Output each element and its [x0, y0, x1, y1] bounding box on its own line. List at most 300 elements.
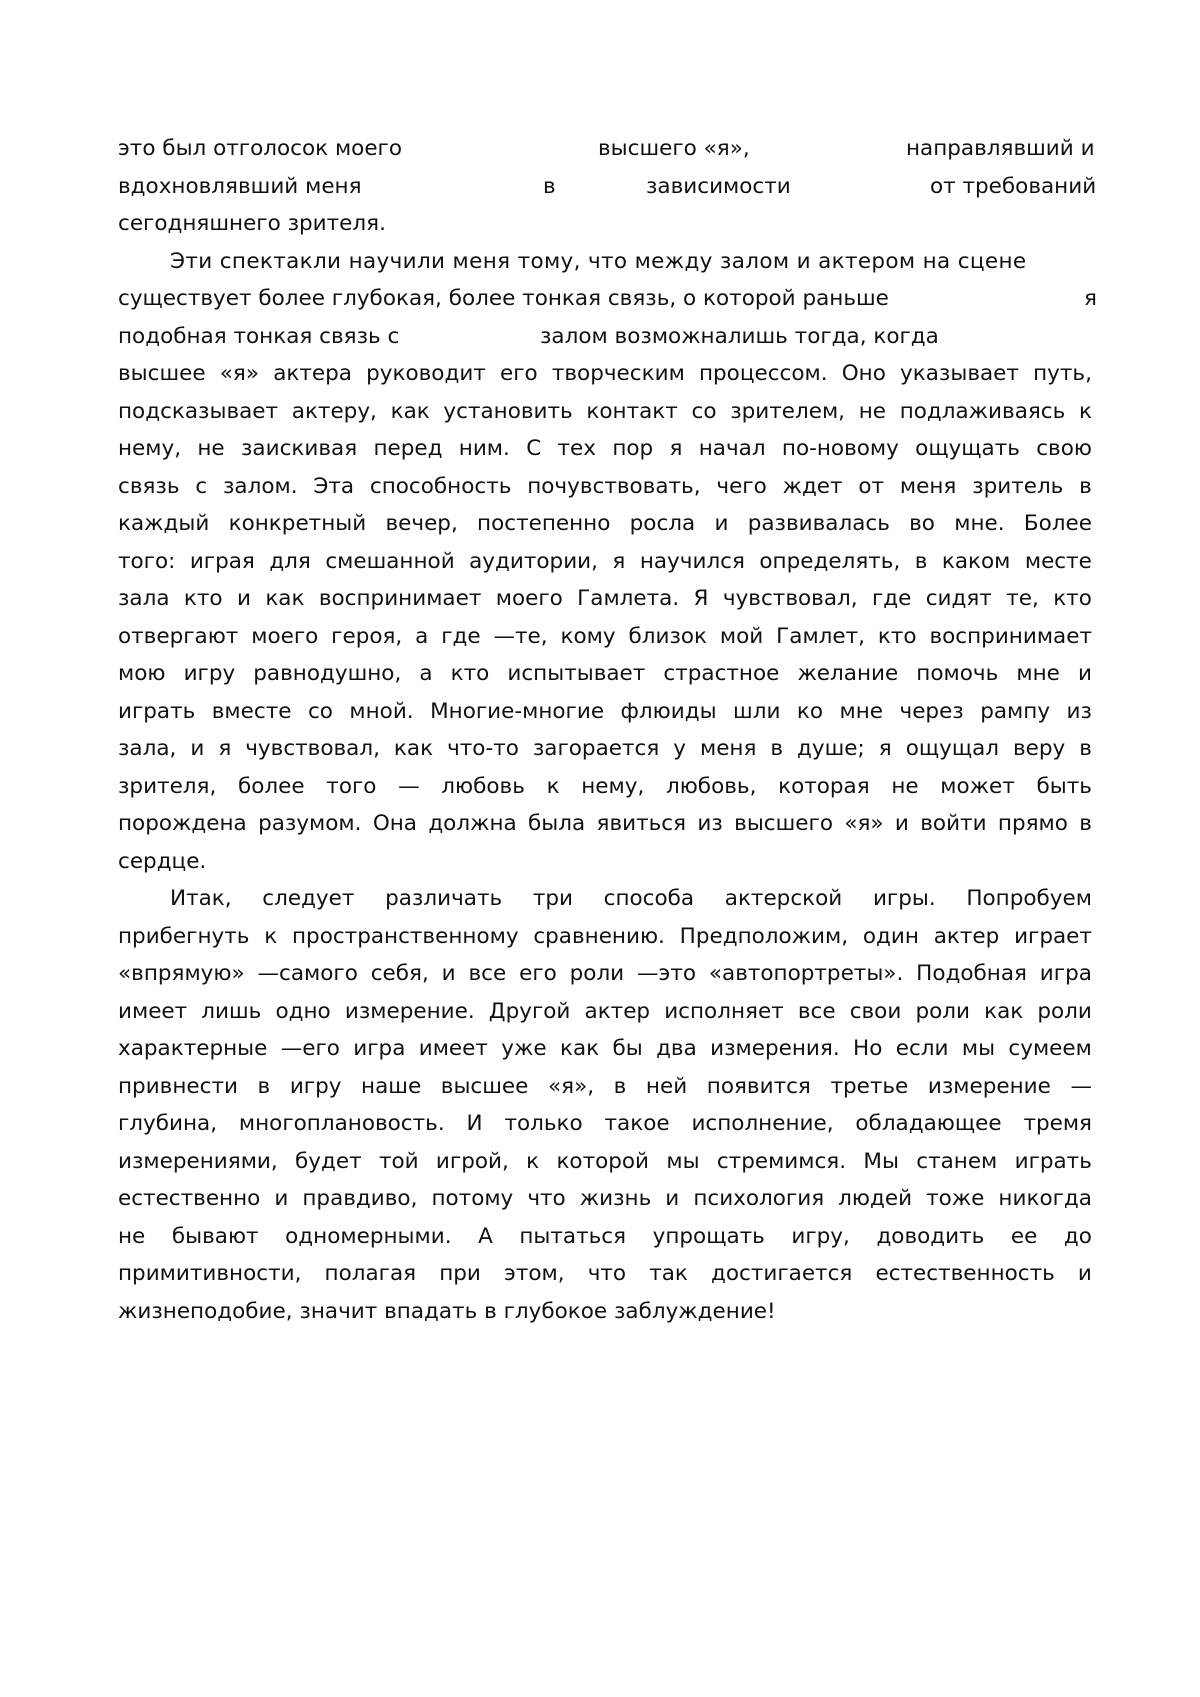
- text-fragment: существует более глубокая, более тонкая связь, о которой раньше: [118, 280, 889, 318]
- word: Гамлета.: [577, 580, 679, 618]
- word: пытаться: [519, 1218, 626, 1256]
- word: установить: [443, 393, 572, 431]
- word: измерениями,: [118, 1143, 278, 1181]
- text-line: [118, 1218, 1092, 1256]
- word: «я»: [844, 805, 883, 843]
- word: измерения.: [710, 1030, 840, 1068]
- text-line: [118, 955, 1092, 993]
- text-line: [118, 1180, 1092, 1218]
- word: в: [1079, 468, 1092, 506]
- word: мне.: [954, 505, 1004, 543]
- text-line: [118, 618, 1092, 656]
- word: чего: [716, 468, 766, 506]
- word: не: [891, 768, 918, 806]
- word: более: [238, 768, 305, 806]
- word: только: [504, 1105, 582, 1143]
- word: сумеем: [1008, 1030, 1091, 1068]
- word: как: [391, 393, 430, 431]
- word: одно: [275, 993, 330, 1031]
- word: измерение.: [345, 993, 475, 1031]
- word: как: [560, 1030, 599, 1068]
- word: играть: [1015, 1143, 1092, 1181]
- word: такое: [605, 1105, 670, 1143]
- word: людей: [838, 1180, 912, 1218]
- word: три: [533, 880, 573, 918]
- word: мой: [720, 618, 763, 656]
- word: играет: [1014, 918, 1092, 956]
- word: творческим: [552, 355, 685, 393]
- text-line: [118, 693, 1092, 731]
- text-fragment: сердце.: [118, 843, 206, 881]
- word: лишь: [201, 993, 261, 1031]
- word: со: [308, 693, 333, 731]
- word: героя,: [331, 618, 402, 656]
- word: ждет: [783, 468, 843, 506]
- text-line: [118, 918, 1092, 956]
- word: мы: [666, 1143, 699, 1181]
- word: С: [526, 430, 541, 468]
- text-fragment: сегодняшнего зрителя.: [118, 205, 386, 243]
- word: его: [519, 955, 557, 993]
- word: прибегнуть: [118, 918, 249, 956]
- word: где: [441, 618, 480, 656]
- word: Гамлет,: [776, 618, 865, 656]
- word: быть: [1036, 768, 1091, 806]
- word: как: [984, 993, 1023, 1031]
- word: имеет: [419, 1030, 488, 1068]
- word: мной.: [349, 693, 413, 731]
- word: к: [526, 1143, 539, 1181]
- word: связь: [118, 468, 180, 506]
- word: отвергают: [118, 618, 238, 656]
- word: шли: [733, 693, 780, 731]
- text-line: [118, 430, 1092, 468]
- text-line: [118, 505, 1092, 543]
- word: веру: [1013, 730, 1065, 768]
- word: сидят: [926, 580, 992, 618]
- word: мою: [118, 655, 165, 693]
- word: прямо: [998, 805, 1068, 843]
- word: станем: [916, 1143, 997, 1181]
- word: любовь: [441, 768, 525, 806]
- word: перед: [373, 430, 442, 468]
- word: многоплановость.: [239, 1105, 445, 1143]
- word: указывает: [900, 355, 1019, 393]
- word: стремимся.: [717, 1143, 846, 1181]
- word: актерской: [725, 880, 843, 918]
- word: уже: [501, 1030, 546, 1068]
- word: исполнение,: [691, 1105, 833, 1143]
- word: два: [656, 1030, 697, 1068]
- word: и: [895, 805, 909, 843]
- word: примитивности,: [118, 1255, 301, 1293]
- word: и: [190, 730, 204, 768]
- word: все: [798, 993, 836, 1031]
- text-fragment: направлявший и: [906, 130, 1095, 168]
- word: смешанной: [325, 543, 454, 581]
- word: Эта: [313, 468, 354, 506]
- word: чувствовал,: [723, 580, 858, 618]
- word: во: [909, 505, 935, 543]
- word: игру,: [791, 1218, 849, 1256]
- text-line: [118, 205, 1092, 243]
- word: кто: [878, 618, 917, 656]
- word: актер: [585, 993, 651, 1031]
- word: высшее: [118, 355, 206, 393]
- word: «автопортреты».: [709, 955, 903, 993]
- word: Более: [1024, 505, 1092, 543]
- text-line: [118, 1068, 1092, 1106]
- word: ним.: [459, 430, 510, 468]
- word: что: [588, 1255, 626, 1293]
- word: не: [118, 1218, 145, 1256]
- word: кто: [1053, 580, 1092, 618]
- word: жизнь: [580, 1180, 652, 1218]
- word: процессом.: [699, 355, 828, 393]
- word: я: [879, 730, 892, 768]
- word: равнодушно,: [253, 655, 401, 693]
- word: не: [197, 430, 224, 468]
- word: контакт: [586, 393, 677, 431]
- word: Подобная: [916, 955, 1027, 993]
- word: достигается: [711, 1255, 852, 1293]
- text-line: [118, 130, 1092, 168]
- word: ней: [646, 1068, 687, 1106]
- word: в: [1079, 730, 1092, 768]
- word: все: [469, 955, 507, 993]
- word: ощущать: [915, 430, 1020, 468]
- word: что-то: [447, 730, 519, 768]
- word: я: [218, 730, 231, 768]
- word: руководит: [366, 355, 486, 393]
- word: той: [379, 1143, 419, 1181]
- word: и: [714, 505, 728, 543]
- word: месте: [1025, 543, 1092, 581]
- text-line: [118, 1255, 1092, 1293]
- word: должна: [428, 805, 516, 843]
- word: нему,: [118, 430, 181, 468]
- word: в: [258, 1068, 271, 1106]
- word: способность: [370, 468, 512, 506]
- word: каком: [942, 543, 1011, 581]
- word: правдиво,: [302, 1180, 417, 1218]
- word: для: [269, 543, 311, 581]
- word: бывают: [172, 1218, 259, 1256]
- text-line: [118, 843, 1092, 881]
- word: зрителем,: [730, 393, 845, 431]
- word: разумом.: [258, 805, 361, 843]
- word: игрой,: [436, 1143, 509, 1181]
- word: постепенно: [477, 505, 610, 543]
- word: как: [265, 580, 304, 618]
- word: при: [439, 1255, 481, 1293]
- word: через: [900, 693, 964, 731]
- text-fragment: подобная тонкая связь с: [118, 318, 399, 356]
- word: начал: [699, 430, 766, 468]
- word: флюиды: [621, 693, 717, 731]
- word: Она: [373, 805, 417, 843]
- text-line: [118, 280, 1092, 318]
- word: играя: [190, 543, 255, 581]
- word: войти: [920, 805, 986, 843]
- word: каждый: [118, 505, 209, 543]
- word: —: [398, 768, 420, 806]
- text-line: [118, 580, 1092, 618]
- word: будет: [295, 1143, 362, 1181]
- word: актеру,: [292, 393, 377, 431]
- word: к: [264, 918, 277, 956]
- word: Многие-многие: [430, 693, 604, 731]
- word: кто: [184, 580, 223, 618]
- text-fragment: вдохновлявший меня: [118, 168, 362, 206]
- word: игру: [290, 1068, 342, 1106]
- word: игра: [1040, 955, 1092, 993]
- word: этом,: [504, 1255, 565, 1293]
- word: измерение: [928, 1068, 1051, 1106]
- word: одномерными.: [285, 1218, 451, 1256]
- word: страстное: [663, 655, 779, 693]
- word: следует: [262, 880, 354, 918]
- word: из: [1067, 693, 1092, 731]
- paragraph-2: [118, 355, 1092, 843]
- word: тоже: [926, 1180, 984, 1218]
- word: вместе: [212, 693, 292, 731]
- word: научился: [640, 543, 745, 581]
- word: «я»: [220, 355, 259, 393]
- text-line: [118, 768, 1092, 806]
- text-fragment: зависимости: [646, 168, 791, 206]
- word: свою: [1036, 430, 1092, 468]
- word: потому: [431, 1180, 513, 1218]
- text-line: [118, 355, 1092, 393]
- word: мне: [1016, 655, 1060, 693]
- word: роли: [570, 955, 625, 993]
- word: никогда: [998, 1180, 1092, 1218]
- word: как: [394, 730, 433, 768]
- word: Попробуем: [966, 880, 1092, 918]
- word: психология: [693, 1180, 824, 1218]
- word: с: [195, 468, 207, 506]
- word: имеет: [118, 993, 187, 1031]
- word: мне: [840, 693, 884, 731]
- text-fragment: это был отголосок моего: [118, 130, 402, 168]
- word: естественность: [875, 1255, 1054, 1293]
- word: и: [237, 580, 251, 618]
- word: воспринимает: [319, 580, 482, 618]
- word: зритель: [972, 468, 1063, 506]
- word: Я: [694, 580, 709, 618]
- word: роли: [1037, 993, 1092, 1031]
- word: и: [274, 1180, 288, 1218]
- word: росла: [630, 505, 696, 543]
- word: что: [527, 1180, 565, 1218]
- word: и: [442, 955, 456, 993]
- text-fragment: Эти спектакли научили меня тому, что между залом и актером на сцене: [170, 243, 1026, 281]
- word: до: [1064, 1218, 1092, 1256]
- word: игры.: [873, 880, 936, 918]
- body-text: [118, 130, 1092, 1330]
- word: Итак,: [170, 880, 232, 918]
- word: у: [673, 730, 686, 768]
- word: кто: [451, 655, 490, 693]
- text-line: [118, 1030, 1092, 1068]
- word: высшего: [734, 805, 833, 843]
- word: была: [528, 805, 585, 843]
- word: —его: [281, 1030, 340, 1068]
- word: те,: [1006, 580, 1039, 618]
- word: исполняет: [664, 993, 784, 1031]
- word: появится: [707, 1068, 811, 1106]
- word: которая: [778, 768, 870, 806]
- word: привнести: [118, 1068, 238, 1106]
- word: которой: [556, 1143, 649, 1181]
- word: того:: [118, 543, 175, 581]
- paragraph-3: [118, 880, 1092, 1293]
- word: душе;: [797, 730, 865, 768]
- word: ко: [797, 693, 823, 731]
- text-fragment: высшего «я»,: [598, 130, 750, 168]
- word: «впрямую»: [118, 955, 245, 993]
- word: конкретный: [229, 505, 367, 543]
- word: меня: [900, 468, 956, 506]
- word: характерные: [118, 1030, 267, 1068]
- word: мы: [962, 1030, 995, 1068]
- word: загорается: [533, 730, 659, 768]
- word: я: [669, 430, 682, 468]
- word: Оно: [842, 355, 886, 393]
- word: и: [665, 1180, 679, 1218]
- word: ее: [1011, 1218, 1037, 1256]
- word: испытывает: [507, 655, 645, 693]
- word: высшее: [441, 1068, 529, 1106]
- word: пор: [612, 430, 653, 468]
- word: Мы: [863, 1143, 899, 1181]
- word: аудитории,: [469, 543, 598, 581]
- word: может: [940, 768, 1015, 806]
- word: бы: [612, 1030, 642, 1068]
- word: тремя: [1023, 1105, 1092, 1143]
- word: —те,: [494, 618, 548, 656]
- text-fragment: залом возможналишь тогда, когда: [540, 318, 939, 356]
- word: —самого: [258, 955, 358, 993]
- text-line: [118, 1143, 1092, 1181]
- word: полагая: [325, 1255, 417, 1293]
- word: близок: [628, 618, 707, 656]
- word: кому: [561, 618, 616, 656]
- word: а: [419, 655, 432, 693]
- document-page: [0, 0, 1200, 1697]
- word: в: [1079, 805, 1092, 843]
- word: вечер,: [385, 505, 457, 543]
- word: залом.: [223, 468, 298, 506]
- word: меня: [700, 730, 756, 768]
- word: любовь,: [666, 768, 756, 806]
- word: тех: [558, 430, 596, 468]
- word: в: [770, 730, 783, 768]
- word: упрощать: [653, 1218, 765, 1256]
- word: из: [697, 805, 722, 843]
- word: и: [1078, 655, 1092, 693]
- word: того: [326, 768, 376, 806]
- word: игру: [184, 655, 236, 693]
- text-line: [118, 1293, 1092, 1331]
- text-line: [118, 993, 1092, 1031]
- word: нему,: [581, 768, 644, 806]
- word: к: [547, 768, 560, 806]
- word: зала: [118, 580, 170, 618]
- word: его: [500, 355, 538, 393]
- word: со: [692, 393, 717, 431]
- word: моего: [496, 580, 563, 618]
- text-fragment: от требований: [930, 168, 1096, 206]
- word: помочь: [916, 655, 998, 693]
- word: естественно: [118, 1180, 260, 1218]
- text-line: [118, 880, 1092, 918]
- word: определять,: [759, 543, 900, 581]
- word: в: [915, 543, 928, 581]
- word: игра: [353, 1030, 405, 1068]
- word: рампу: [980, 693, 1050, 731]
- word: явиться: [597, 805, 687, 843]
- word: и: [1078, 1255, 1092, 1293]
- text-line: [118, 468, 1092, 506]
- word: ощущал: [906, 730, 999, 768]
- text-line: [118, 730, 1092, 768]
- word: способа: [604, 880, 694, 918]
- word: пространственному: [292, 918, 519, 956]
- word: Другой: [489, 993, 571, 1031]
- word: по-новому: [782, 430, 899, 468]
- word: актер: [934, 918, 1000, 956]
- word: путь,: [1033, 355, 1092, 393]
- text-line: [118, 318, 1092, 356]
- word: порождена: [118, 805, 247, 843]
- text-line: [118, 655, 1092, 693]
- word: не: [859, 393, 886, 431]
- word: третье: [830, 1068, 908, 1106]
- word: сравнению.: [533, 918, 665, 956]
- word: я: [612, 543, 625, 581]
- text-line: [118, 805, 1092, 843]
- word: если: [896, 1030, 949, 1068]
- word: заискивая: [241, 430, 357, 468]
- word: «я»,: [548, 1068, 594, 1106]
- word: —это: [637, 955, 696, 993]
- word: —: [1070, 1068, 1092, 1106]
- word: воспринимает: [929, 618, 1092, 656]
- word: а: [415, 618, 428, 656]
- word: зрителя,: [118, 768, 216, 806]
- word: зала,: [118, 730, 176, 768]
- word: подлаживаясь: [900, 393, 1066, 431]
- word: от: [858, 468, 884, 506]
- text-line: [118, 1105, 1092, 1143]
- word: где: [872, 580, 911, 618]
- text-fragment: жизнеподобие, значит впадать в глубокое заблуждение!: [118, 1293, 776, 1331]
- word: желание: [797, 655, 898, 693]
- word: в: [614, 1068, 627, 1106]
- word: так: [649, 1255, 688, 1293]
- word: моего: [251, 618, 318, 656]
- text-fragment: я: [1084, 280, 1097, 318]
- word: А: [478, 1218, 493, 1256]
- word: почувствовать,: [527, 468, 700, 506]
- text-line: [118, 168, 1092, 206]
- text-fragment: в: [543, 168, 556, 206]
- text-line: [118, 393, 1092, 431]
- word: один: [863, 918, 919, 956]
- word: свои: [850, 993, 902, 1031]
